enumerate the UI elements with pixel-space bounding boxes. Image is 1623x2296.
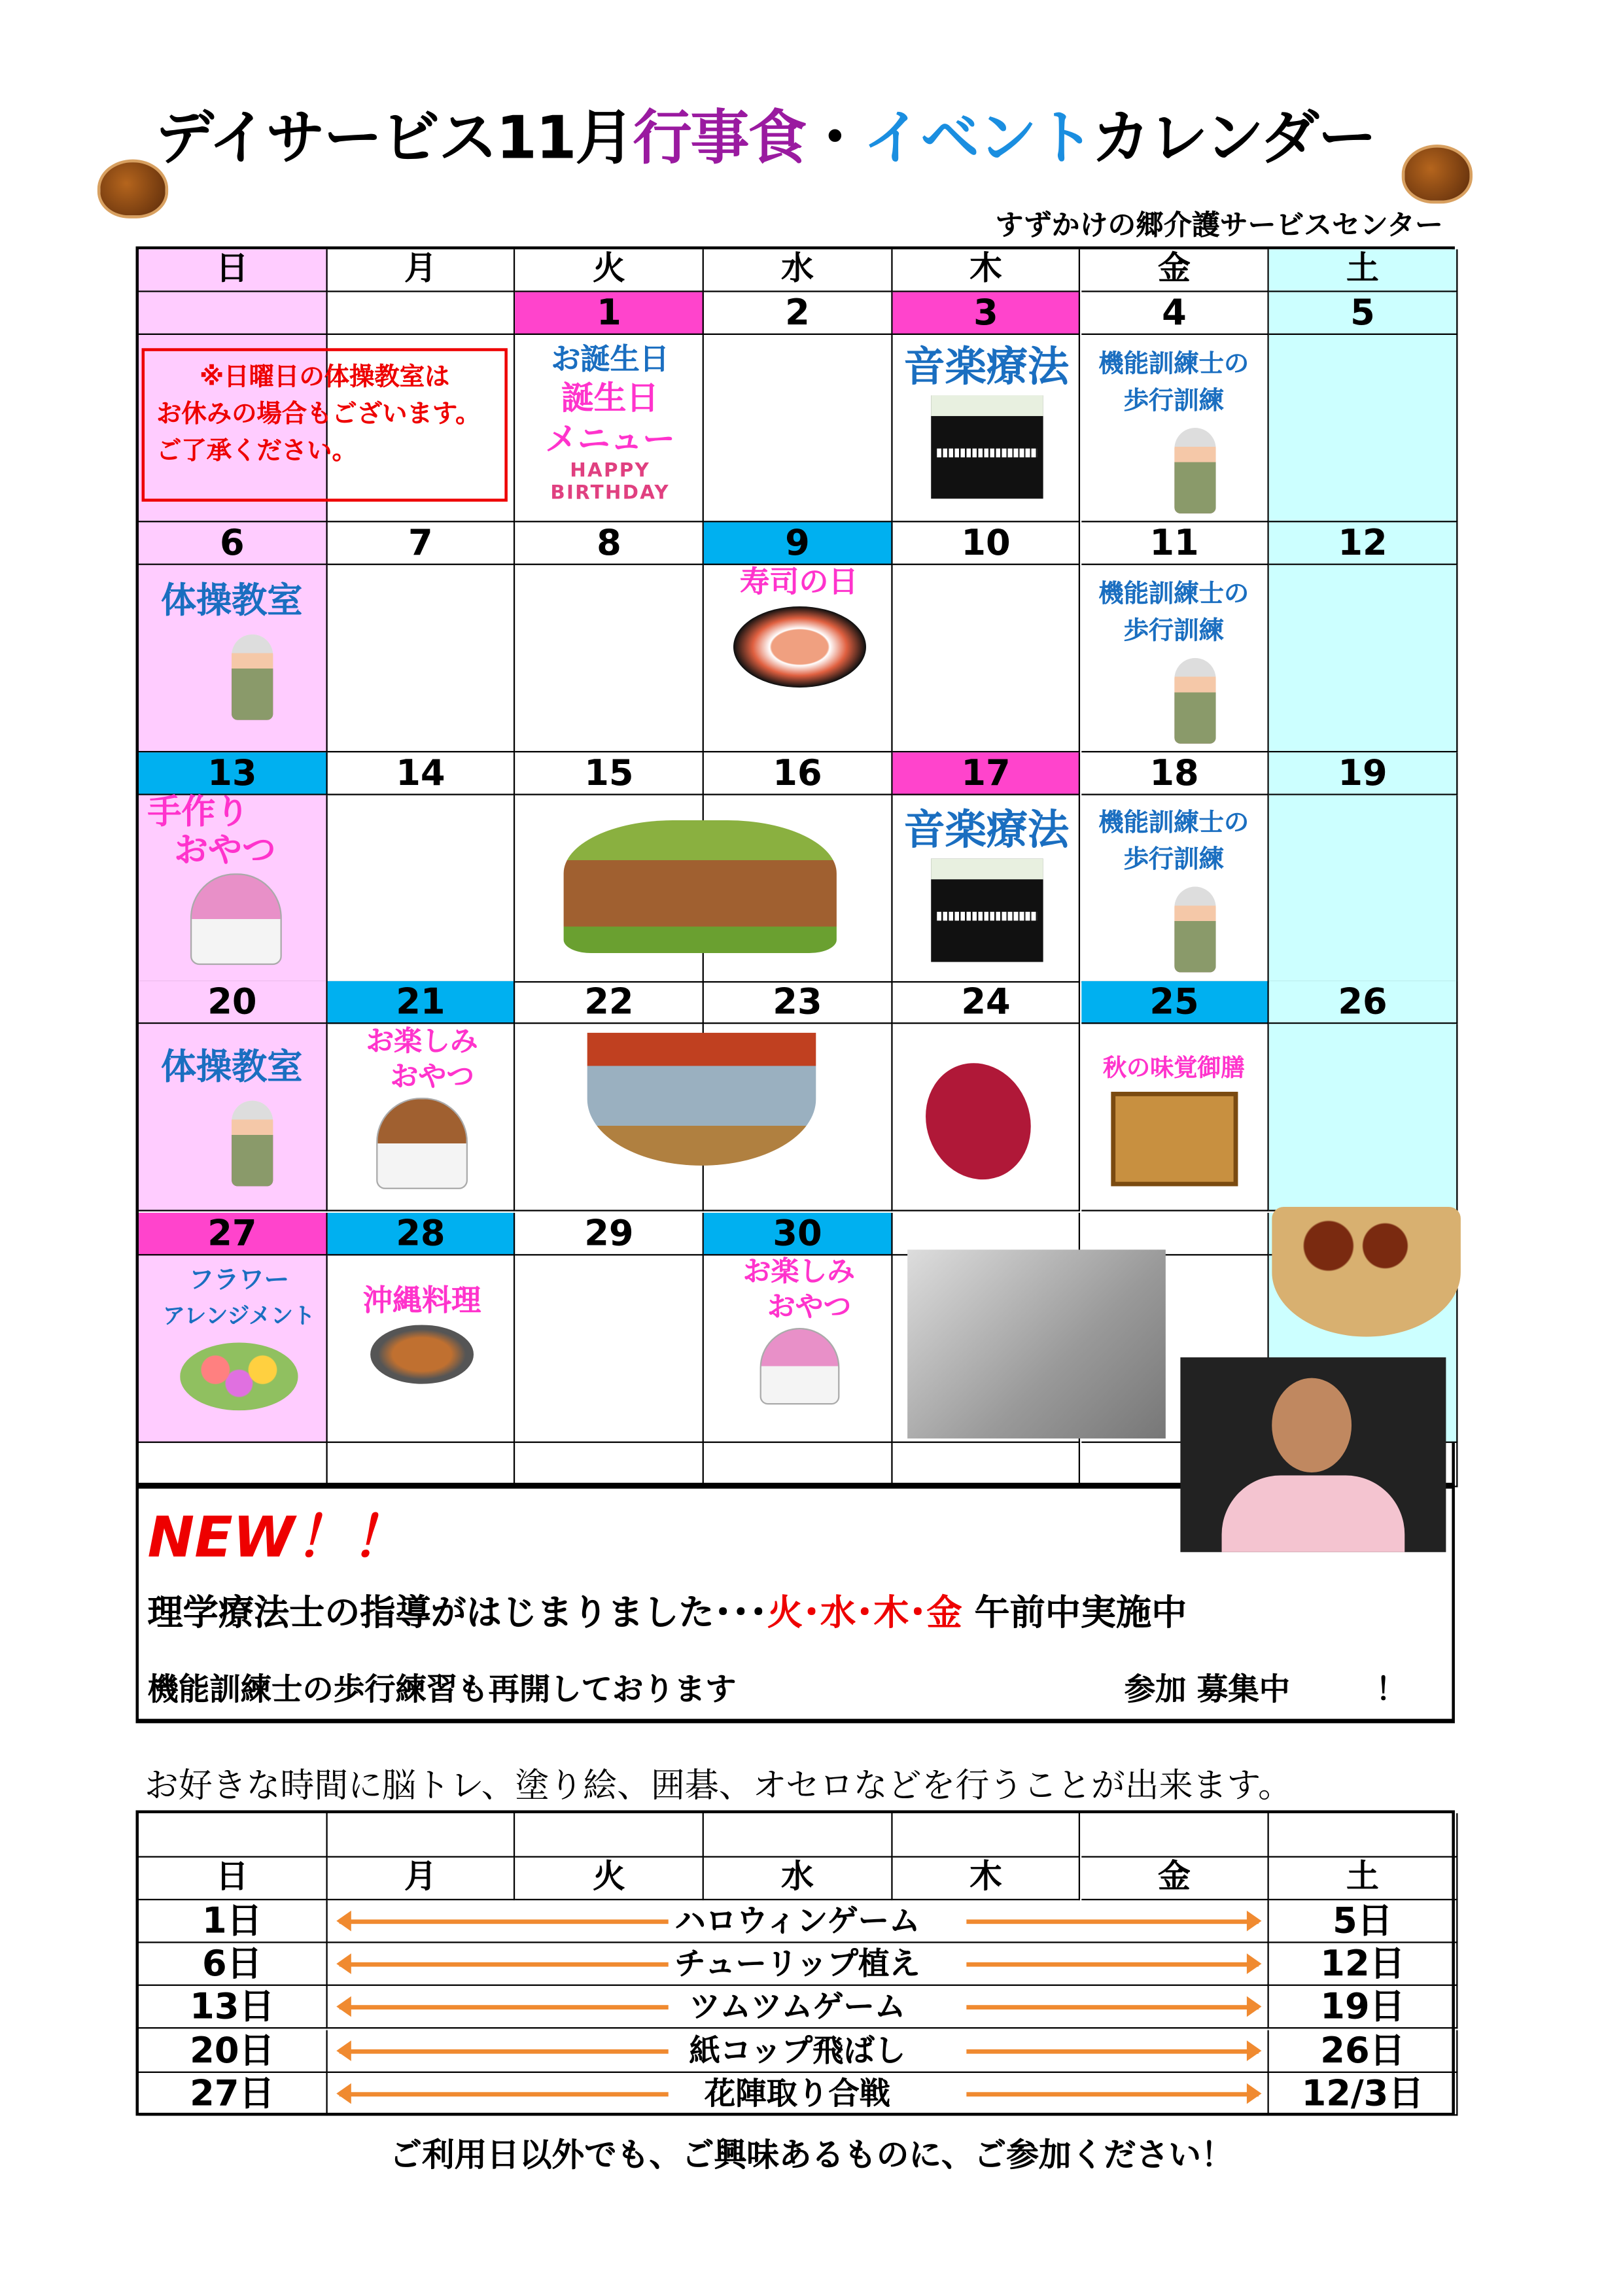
event-text: 手作り xyxy=(147,793,250,833)
weekday-header: 土 xyxy=(1269,1858,1457,1900)
event-walking-training xyxy=(1080,345,1267,517)
date-cell: 7 xyxy=(327,522,515,565)
date-cell: 24 xyxy=(892,981,1081,1024)
weekday-header: 土 xyxy=(1269,249,1457,292)
cake-image xyxy=(376,1098,468,1189)
date-cell: 12 xyxy=(1269,522,1457,565)
event-birthday xyxy=(516,339,703,505)
cupcake-image xyxy=(190,873,282,965)
walking-seniors-image xyxy=(1115,422,1232,513)
date-cell: 23 xyxy=(704,981,892,1024)
activity-sunday-date: 13日 xyxy=(139,1987,327,2029)
walking-seniors-image xyxy=(1115,652,1232,744)
walking-seniors-image xyxy=(1115,881,1232,973)
event-text: 機能訓練士の xyxy=(1098,580,1249,610)
activity-name: 花陣取り合戦 xyxy=(704,2076,891,2112)
weekday-header: 金 xyxy=(1081,249,1269,292)
activity-sunday-date: 1日 xyxy=(139,1900,327,1943)
new-label: NEW！！ xyxy=(147,1505,407,1570)
date-cell: 11 xyxy=(1081,522,1269,565)
event-text: お誕生日 xyxy=(551,341,669,377)
chestnut-icon-right xyxy=(1402,145,1473,203)
event-exercise-class xyxy=(136,576,328,723)
activity-sunday-date: 6日 xyxy=(139,1943,327,1986)
activities-table xyxy=(136,1810,1455,2115)
date-cell: 6 xyxy=(139,522,327,565)
day-cell xyxy=(704,335,892,522)
event-fun-snack xyxy=(705,1254,892,1408)
event-text: 歩行訓練 xyxy=(1123,845,1224,875)
weekday-header: 水 xyxy=(704,249,892,292)
walking-resumed-text: 機能訓練士の歩行練習も再開しております xyxy=(147,1671,737,1707)
therapist-photo xyxy=(1180,1357,1446,1552)
event-text: アレンジメント xyxy=(162,1302,315,1330)
empty-cell xyxy=(515,1813,704,1858)
empty-cell xyxy=(139,1443,327,1487)
title-calendar: カレンダー xyxy=(1091,105,1376,173)
event-text: 音楽療法 xyxy=(903,805,1070,854)
okinawa-food-image xyxy=(370,1325,474,1383)
organization-name: すずかけの郷介護サービスセンター xyxy=(995,209,1443,242)
exercising-seniors-image xyxy=(173,1095,290,1187)
therapist-line xyxy=(148,1583,1187,1635)
activity-saturday-date: 19日 xyxy=(1269,1987,1457,2029)
event-text: フラワー xyxy=(188,1266,290,1296)
cupcake-image xyxy=(759,1328,839,1404)
event-exercise-class xyxy=(136,1041,328,1189)
therapist-text: 理学療法士の指導がはじまりました･･･ xyxy=(147,1592,767,1633)
date-cell: 17 xyxy=(892,752,1081,795)
empty-cell xyxy=(1269,1813,1457,1858)
therapist-time: 午前中実施中 xyxy=(974,1592,1187,1633)
date-cell: 27 xyxy=(139,1213,327,1255)
weekday-header: 火 xyxy=(515,1858,704,1900)
flower-image xyxy=(180,1343,298,1411)
recruit-exclaim: ！ xyxy=(1375,1671,1407,1707)
saury-fish-image xyxy=(587,1033,816,1166)
event-text: メニュー xyxy=(545,422,675,459)
date-cell: 13 xyxy=(139,752,327,795)
empty-cell xyxy=(515,1443,704,1487)
activity-row xyxy=(327,1900,1269,1943)
event-text: 誕生日 xyxy=(561,380,659,418)
title-dot: ・ xyxy=(805,105,864,173)
weekday-header: 火 xyxy=(515,249,704,292)
empty-cell xyxy=(892,1813,1081,1858)
empty-cell xyxy=(704,1813,892,1858)
day-cell xyxy=(1269,565,1457,752)
event-walking-training xyxy=(1080,576,1267,747)
date-cell: 14 xyxy=(327,752,515,795)
empty-cell xyxy=(139,1813,327,1858)
title-event-meal: 行事食 xyxy=(633,105,806,173)
piano-image xyxy=(930,395,1042,498)
rehab-photo xyxy=(907,1249,1166,1438)
event-text: 歩行訓練 xyxy=(1123,386,1224,417)
notice-line: お休みの場合もございます。 xyxy=(156,400,481,430)
event-text: 秋の味覚御膳 xyxy=(1102,1053,1245,1082)
weekday-header: 金 xyxy=(1081,1858,1269,1900)
event-text: お楽しみ xyxy=(742,1255,856,1289)
recruit-text xyxy=(1125,1665,1407,1710)
date-cell: 25 xyxy=(1081,981,1269,1024)
event-text: 音楽療法 xyxy=(903,342,1070,391)
event-walking-training xyxy=(1080,804,1267,975)
date-cell: 16 xyxy=(704,752,892,795)
date-cell: 20 xyxy=(139,981,327,1024)
weekday-header: 木 xyxy=(892,249,1081,292)
event-text: おやつ xyxy=(174,832,276,871)
day-cell xyxy=(1269,795,1457,983)
chestnut-basket-image xyxy=(1272,1207,1461,1336)
notice-line: ご了承ください。 xyxy=(156,436,357,466)
activity-saturday-date: 5日 xyxy=(1269,1900,1457,1943)
weekday-header: 木 xyxy=(892,1858,1081,1900)
date-cell: 29 xyxy=(515,1213,704,1255)
notice-line: ※日曜日の体操教室は xyxy=(200,362,450,392)
date-cell: 30 xyxy=(704,1213,892,1255)
event-text: 機能訓練士の xyxy=(1098,809,1249,839)
date-cell xyxy=(139,292,327,335)
day-cell xyxy=(515,565,704,752)
event-sushi-day xyxy=(705,562,892,693)
date-cell: 10 xyxy=(892,522,1081,565)
event-text: おやつ xyxy=(390,1060,475,1094)
activity-name: チューリップ植え xyxy=(674,1946,920,1982)
activity-name: ハロウィンゲーム xyxy=(674,1903,920,1939)
happy-birthday-image: HAPPY BIRTHDAY xyxy=(550,460,670,505)
date-cell: 15 xyxy=(515,752,704,795)
event-text: 沖縄料理 xyxy=(362,1282,481,1318)
day-cell xyxy=(1269,1024,1457,1211)
event-autumn-meal xyxy=(1080,1051,1267,1192)
activity-saturday-date: 12/3日 xyxy=(1269,2073,1457,2115)
date-cell: 19 xyxy=(1269,752,1457,795)
sushi-image xyxy=(733,606,865,687)
therapist-days: 火･水･木･金 xyxy=(767,1592,962,1633)
date-cell: 28 xyxy=(327,1213,515,1255)
activity-name: 紙コップ飛ばし xyxy=(689,2032,906,2068)
day-cell xyxy=(327,565,515,752)
date-cell: 21 xyxy=(327,981,515,1024)
date-cell: 4 xyxy=(1081,292,1269,335)
page-title xyxy=(155,92,1376,176)
event-okinawa-cuisine xyxy=(328,1281,517,1390)
squirrel-autumn-image xyxy=(564,820,837,953)
date-cell: 26 xyxy=(1269,981,1457,1024)
empty-cell xyxy=(327,1813,515,1858)
event-fun-snack xyxy=(334,1024,511,1192)
day-cell xyxy=(515,1255,704,1442)
activity-name: ツムツムゲーム xyxy=(689,1989,906,2025)
title-event: イベント xyxy=(863,105,1092,173)
event-music-therapy xyxy=(893,806,1080,965)
sunday-notice xyxy=(142,348,508,502)
activity-row xyxy=(327,1987,1269,2029)
weekday-header: 月 xyxy=(327,1858,515,1900)
empty-cell xyxy=(1081,1813,1269,1858)
activities-intro: お好きな時間に脳トレ、塗り絵、囲碁、オセロなどを行うことが出来ます。 xyxy=(145,1767,1293,1806)
recruit-label: 参加 募集中 xyxy=(1124,1671,1291,1707)
date-cell: 5 xyxy=(1269,292,1457,335)
date-cell: 9 xyxy=(704,522,892,565)
bento-image xyxy=(1110,1092,1237,1186)
activity-row xyxy=(327,2073,1269,2115)
date-cell: 22 xyxy=(515,981,704,1024)
activity-row xyxy=(327,2030,1269,2072)
event-flower-arrangement xyxy=(148,1263,331,1419)
event-text: 体操教室 xyxy=(160,580,303,621)
title-text: デイサービス11月 xyxy=(154,105,633,173)
event-handmade-snack xyxy=(148,793,325,967)
activity-sunday-date: 20日 xyxy=(139,2030,327,2072)
exercising-seniors-image xyxy=(173,629,290,720)
event-text: おやつ xyxy=(767,1291,852,1324)
date-cell: 1 xyxy=(515,292,704,335)
weekday-header: 水 xyxy=(704,1858,892,1900)
activities-footer: ご利用日以外でも、ご興味あるものに、ご参加ください！ xyxy=(389,2138,1234,2175)
event-music-therapy xyxy=(893,342,1080,502)
day-cell xyxy=(892,565,1081,752)
empty-cell xyxy=(327,1443,515,1487)
event-text: 寿司の日 xyxy=(740,563,858,599)
activity-sunday-date: 27日 xyxy=(139,2073,327,2115)
date-cell: 18 xyxy=(1081,752,1269,795)
activity-saturday-date: 26日 xyxy=(1269,2030,1457,2072)
date-cell: 2 xyxy=(704,292,892,335)
event-text: 歩行訓練 xyxy=(1123,616,1224,646)
date-cell: 8 xyxy=(515,522,704,565)
event-text: お楽しみ xyxy=(366,1025,478,1058)
date-cell: 3 xyxy=(892,292,1081,335)
empty-cell xyxy=(704,1443,892,1487)
activity-row xyxy=(327,1943,1269,1986)
event-text: 機能訓練士の xyxy=(1098,349,1249,379)
activity-saturday-date: 12日 xyxy=(1269,1943,1457,1986)
day-cell xyxy=(327,795,515,983)
event-text: 体操教室 xyxy=(160,1046,303,1088)
weekday-header: 月 xyxy=(327,249,515,292)
weekday-header: 日 xyxy=(139,1858,327,1900)
date-cell xyxy=(327,292,515,335)
empty-cell xyxy=(892,1443,1081,1487)
day-cell xyxy=(1269,335,1457,522)
weekday-header: 日 xyxy=(139,249,327,292)
piano-image xyxy=(930,859,1042,962)
